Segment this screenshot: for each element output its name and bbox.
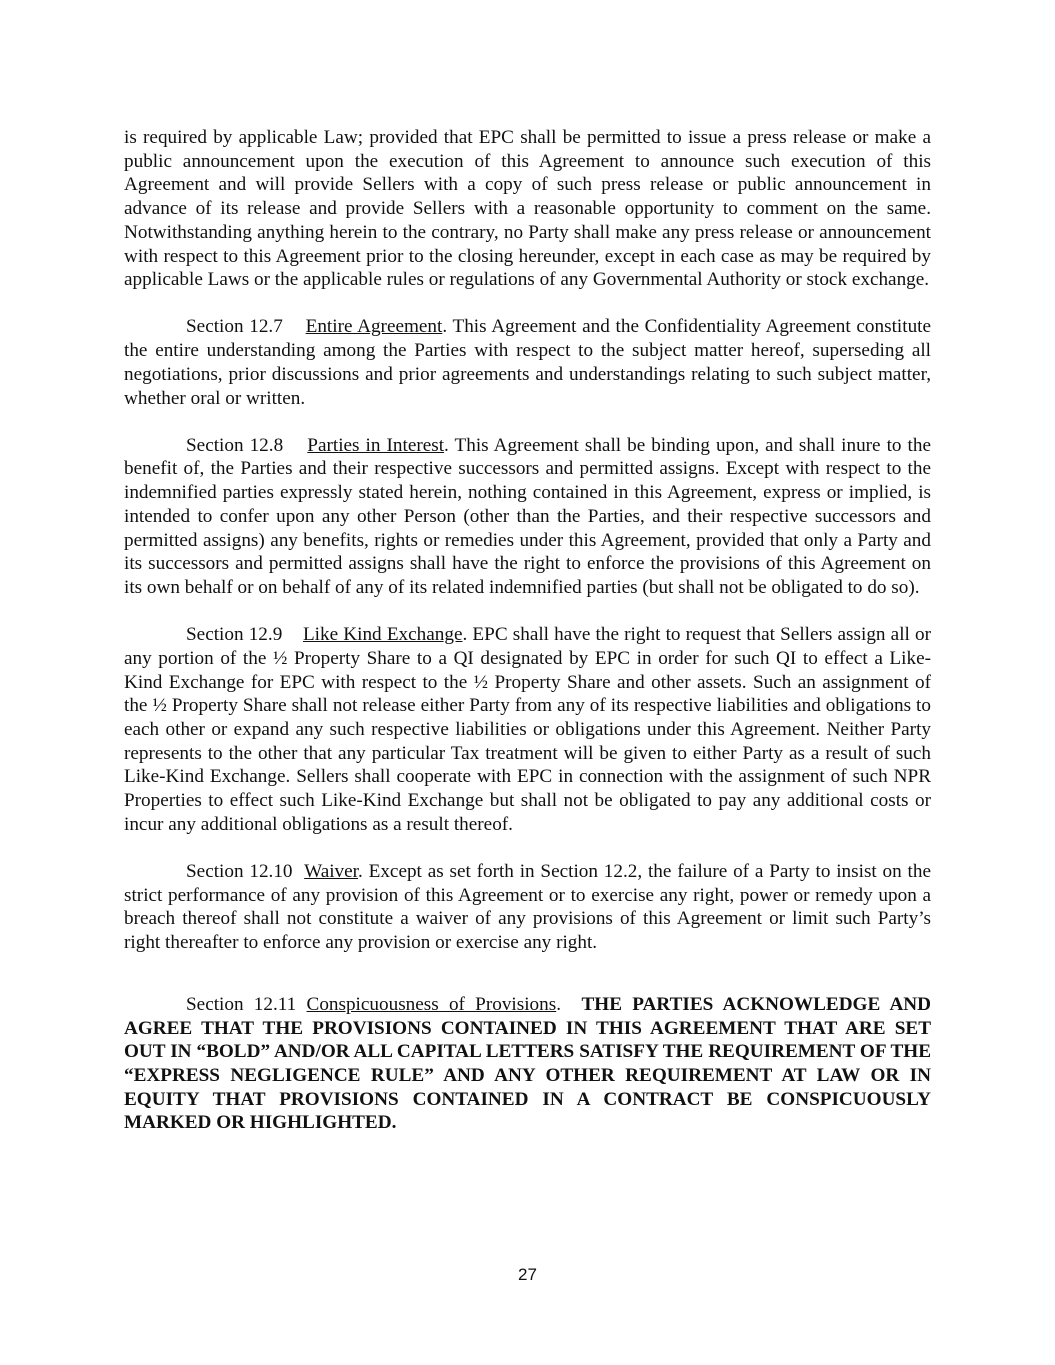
- section-title: Entire Agreement: [305, 316, 443, 338]
- section-12-8: [124, 434, 931, 600]
- paragraph-continuation: is required by applicable Law; provided that EPC shall be permitted to issue a press release or make a public announcement upon the execution of this Agreement to announce such execution of this Agreement and will provide Sellers with a copy of such press release or public announcement in advance of its release and provide Sellers with a reasonable opportunity to comment on the same. Notwithstanding anything herein to the contrary, no Party shall make any press release or announcement with respect to this Agreement prior to the closing hereunder, except in each case as may be required by applicable Laws or the applicable rules or regulations of any Governmental Authority or stock exchange.: [124, 127, 931, 291]
- section-body: . This Agreement and the Confidentiality Agreement constitute the entire understanding among the Parties with respect to the subject matter hereof, superseding all negotiations, prior discussions and prior agreements and understandings relating to such subject matter, whether oral or written.: [124, 316, 932, 409]
- section-12-9: [124, 623, 931, 836]
- section-number: Section 12.7: [186, 316, 283, 338]
- section-title: Parties in Interest: [307, 434, 445, 456]
- section-number: Section 12.11: [186, 993, 297, 1015]
- conspicuous-provision-text: THE PARTIES ACKNOWLEDGE AND AGREE THAT THE PROVISIONS CONTAINED IN THIS AGREEMENT THAT ARE SET OUT IN “BOLD” AND/OR ALL CAPITAL LETTERS SATISFY THE REQUIREMENT OF THE “EXPRESS NEGLIGENCE RULE” AND ANY OTHER REQUIREMENT AT LAW OR IN EQUITY THAT PROVISIONS CONTAINED IN A CONTRACT BE CONSPICUOUSLY MARKED OR HIGHLIGHTED.: [124, 993, 932, 1134]
- section-number: Section 12.8: [186, 434, 284, 456]
- section-12-11: [124, 993, 931, 1135]
- section-title: Like Kind Exchange: [302, 624, 463, 646]
- section-separator: .: [556, 993, 582, 1015]
- section-body: . This Agreement shall be binding upon, and shall inure to the benefit of, the Parties and their respective successors and permitted assigns. Except with respect to the indemnified parties expressly stated herein, nothing contained in this Agreement, express or implied, is intended to confer upon any other Person (other than the Parties, and their respective successors and permitted assigns) any benefits, rights or remedies under this Agreement, provided that only a Party and its successors and permitted assigns shall have the right to enforce the provisions of this Agreement on its own behalf or on behalf of any of its related indemnified parties (but shall not be obligated to do so).: [124, 434, 931, 598]
- section-title: Conspicuousness of Provisions: [306, 993, 557, 1015]
- section-title: Waiver: [304, 860, 359, 882]
- section-number: Section 12.9: [186, 624, 283, 646]
- section-12-7: [124, 315, 931, 410]
- section-12-10: [124, 860, 931, 955]
- document-page: [124, 126, 931, 1135]
- page-number: 27: [518, 1265, 537, 1284]
- section-number: Section 12.10: [186, 860, 293, 882]
- section-body: . EPC shall have the right to request that Sellers assign all or any portion of the ½ Property Share to a QI designated by EPC in order for such QI to effect a Like-Kind Exchange for EPC with respect to the ½ Property Share and other assets. Such an assignment of the ½ Property Share shall not release either Party from any of its respective liabilities and obligations to each other or expand any such respective liabilities or obligations under this Agreement. Neither Party represents to the other that any particular Tax treatment will be given to either Party as a result of such Like-Kind Exchange. Sellers shall cooperate with EPC in connection with the assignment of such NPR Properties to effect such Like-Kind Exchange but shall not be obligated to pay any additional costs or incur any additional obligations as a result thereof.: [124, 624, 931, 835]
- section-body: . Except as set forth in Section 12.2, the failure of a Party to insist on the strict performance of any provision of this Agreement or to exercise any right, power or remedy upon a breach thereof shall not constitute a waiver of any provisions of this Agreement or limit such Party’s right thereafter to enforce any provision or exercise any right.: [124, 860, 931, 954]
